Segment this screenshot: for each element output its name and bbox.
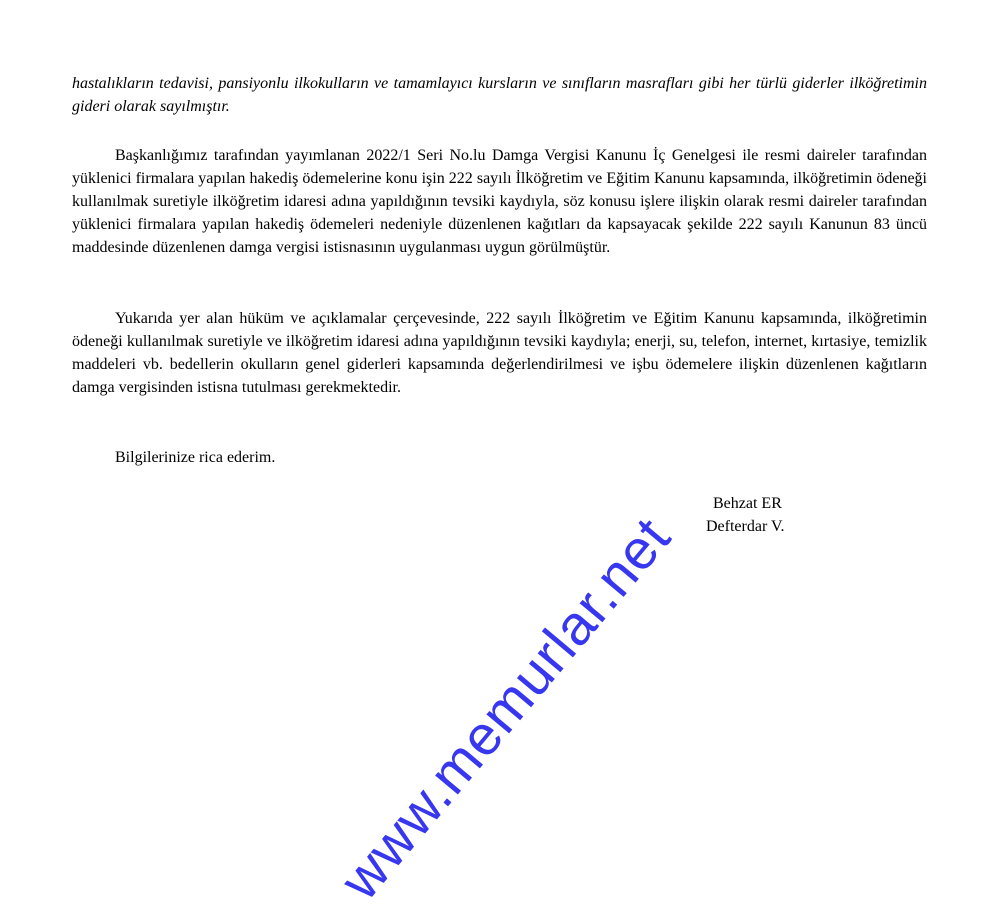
closing-line: Bilgilerinize rica ederim.: [115, 449, 276, 466]
body-paragraph-2: Yukarıda yer alan hüküm ve açıklamalar çerçevesinde, 222 sayılı İlköğretim ve Eğitim Kanunu kapsamında, ilköğretimin ödeneği kullanılmak suretiyle ve ilköğretim idaresi adına yapıldığının tevsiki kaydıyla; enerji, su, telefon, internet, kırtasiye, temizlik maddeleri vb. bedellerin okulların genel giderleri kapsamında değerlendirilmesi ve işbu ödemelere ilişkin düzenlenen kağıtların damga vergisinden istisna tutulması gerekmektedir.: [72, 310, 927, 396]
body-paragraph-1: Başkanlığımız tarafından yayımlanan 2022/1 Seri No.lu Damga Vergisi Kanunu İç Genelgesi ile resmi daireler tarafından yüklenici firmalara yapılan hakediş ödemelerine konu işin 222 sayılı İlköğretim ve Eğitim Kanunu kapsamında, ilköğretimin ödeneği kullanılmak suretiyle ilköğretim idaresi adına yapıldığının tevsiki kaydıyla, söz konusu işlere ilişkin olarak resmi daireler tarafından yüklenici firmalara yapılan hakediş ödemeleri nedeniyle düzenlenen kağıtları da kapsayacak şekilde 222 sayılı Kanunun 83 üncü maddesinde düzenlenen damga vergisi istisnasının uygulanması uygun görülmüştür.: [72, 147, 927, 256]
signature-block: [706, 492, 785, 538]
signatory-name: Behzat ER: [713, 495, 782, 512]
intro-italic-paragraph: hastalıkların tedavisi, pansiyonlu ilkokulların ve tamamlayıcı kursların ve sınıfların masrafları gibi her türlü giderler ilköğretimin gideri olarak sayılmıştır.: [72, 75, 927, 115]
watermark-text: www.memurlar.net: [327, 505, 683, 911]
signatory-title: Defterdar V.: [706, 518, 785, 535]
